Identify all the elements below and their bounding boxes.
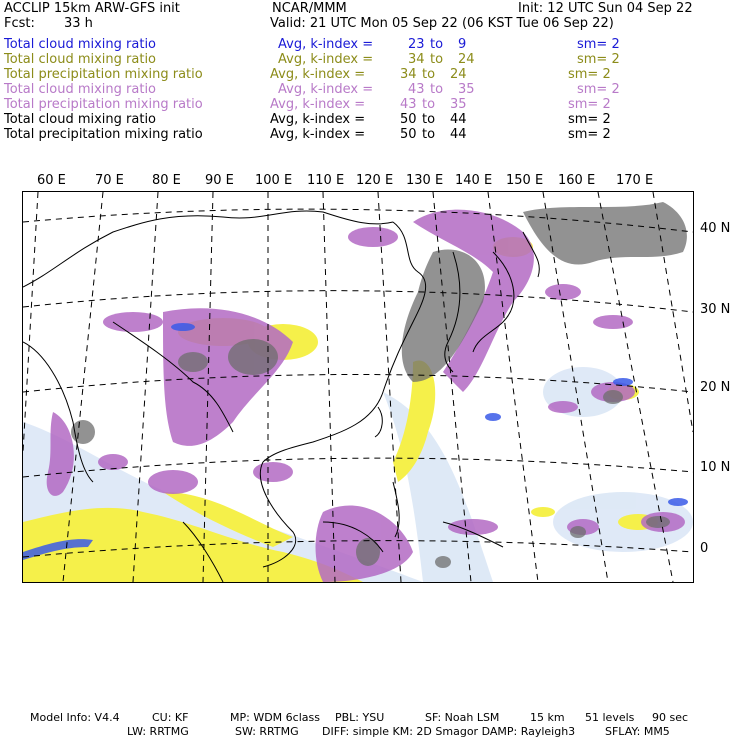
legend-avg-label: Avg, k-index = <box>270 67 366 82</box>
legend-avg-label: Avg, k-index = <box>270 97 366 112</box>
longitude-label: 140 E <box>455 173 493 188</box>
legend-field-name: Total cloud mixing ratio <box>4 52 157 67</box>
org-label: NCAR/MMM <box>272 1 347 16</box>
legend-to: to <box>422 67 436 82</box>
legend-avg-label: Avg, k-index = <box>278 82 374 97</box>
legend-k-from: 50 <box>400 127 417 142</box>
legend-field-name: Total cloud mixing ratio <box>4 82 157 97</box>
legend-smoothing: sm= 2 <box>568 67 611 82</box>
model-info-item: DIFF: simple KM: 2D Smagor DAMP: Rayleigh3 <box>322 725 576 738</box>
legend-smoothing: sm= 2 <box>577 82 620 97</box>
model-info-item: 90 sec <box>652 711 689 724</box>
latitude-label: 40 N <box>700 221 731 236</box>
longitude-label: 160 E <box>558 173 596 188</box>
legend-k-to: 44 <box>450 127 467 142</box>
model-info-item: SF: Noah LSM <box>425 711 500 724</box>
model-info-item: SFLAY: MM5 <box>605 725 670 738</box>
model-info-item: SW: RRTMG <box>235 725 299 738</box>
legend-k-to: 35 <box>458 82 475 97</box>
legend-k-to: 44 <box>450 112 467 127</box>
legend-k-from: 43 <box>400 97 417 112</box>
legend-avg-label: Avg, k-index = <box>270 127 366 142</box>
map-panel <box>22 191 694 583</box>
legend-k-from: 34 <box>408 52 425 67</box>
legend-k-from: 23 <box>408 37 425 52</box>
longitude-label: 100 E <box>255 173 293 188</box>
init-time: Init: 12 UTC Sun 04 Sep 22 <box>518 1 693 16</box>
legend-avg-label: Avg, k-index = <box>270 112 366 127</box>
longitude-label: 70 E <box>95 173 124 188</box>
latitude-label: 0 <box>700 541 709 556</box>
legend-k-from: 50 <box>400 112 417 127</box>
latitude-label: 30 N <box>700 302 731 317</box>
legend-k-to: 9 <box>458 37 467 52</box>
model-title: ACCLIP 15km ARW-GFS init <box>4 1 180 16</box>
fcst-label: Fcst: <box>4 16 35 31</box>
legend-field-name: Total cloud mixing ratio <box>4 37 157 52</box>
legend-to: to <box>430 52 444 67</box>
longitude-label: 150 E <box>506 173 544 188</box>
latitude-label: 20 N <box>700 380 731 395</box>
legend-field-name: Total precipitation mixing ratio <box>4 97 203 112</box>
legend-smoothing: sm= 2 <box>568 127 611 142</box>
model-info-item: MP: WDM 6class <box>230 711 320 724</box>
legend-k-to: 35 <box>450 97 467 112</box>
legend-k-to: 24 <box>450 67 467 82</box>
legend-smoothing: sm= 2 <box>568 97 611 112</box>
legend-avg-label: Avg, k-index = <box>278 37 374 52</box>
legend-field-name: Total precipitation mixing ratio <box>4 127 203 142</box>
legend-to: to <box>422 97 436 112</box>
model-info-item: Model Info: V4.4 <box>30 711 120 724</box>
legend-field-name: Total precipitation mixing ratio <box>4 67 203 82</box>
legend-field-name: Total cloud mixing ratio <box>4 112 157 127</box>
legend-to: to <box>430 37 444 52</box>
longitude-label: 120 E <box>356 173 394 188</box>
legend-to: to <box>430 82 444 97</box>
legend-to: to <box>422 127 436 142</box>
model-info-item: 15 km <box>530 711 565 724</box>
model-info-item: LW: RRTMG <box>127 725 189 738</box>
latitude-label: 10 N <box>700 460 731 475</box>
legend-k-from: 34 <box>400 67 417 82</box>
longitude-label: 60 E <box>37 173 66 188</box>
legend-smoothing: sm= 2 <box>568 112 611 127</box>
legend-k-to: 24 <box>458 52 475 67</box>
longitude-label: 80 E <box>152 173 181 188</box>
model-info-item: PBL: YSU <box>335 711 385 724</box>
model-info-item: CU: KF <box>152 711 189 724</box>
longitude-label: 110 E <box>307 173 345 188</box>
longitude-label: 130 E <box>406 173 444 188</box>
legend-k-from: 43 <box>408 82 425 97</box>
map-canvas <box>23 192 693 582</box>
legend-smoothing: sm= 2 <box>577 52 620 67</box>
valid-time: Valid: 21 UTC Mon 05 Sep 22 (06 KST Tue 06 Sep 22) <box>270 16 614 31</box>
fcst-value: 33 h <box>64 16 93 31</box>
model-info-item: 51 levels <box>585 711 635 724</box>
legend-smoothing: sm= 2 <box>577 37 620 52</box>
legend-avg-label: Avg, k-index = <box>278 52 374 67</box>
longitude-label: 170 E <box>616 173 654 188</box>
legend-to: to <box>422 112 436 127</box>
longitude-label: 90 E <box>205 173 234 188</box>
